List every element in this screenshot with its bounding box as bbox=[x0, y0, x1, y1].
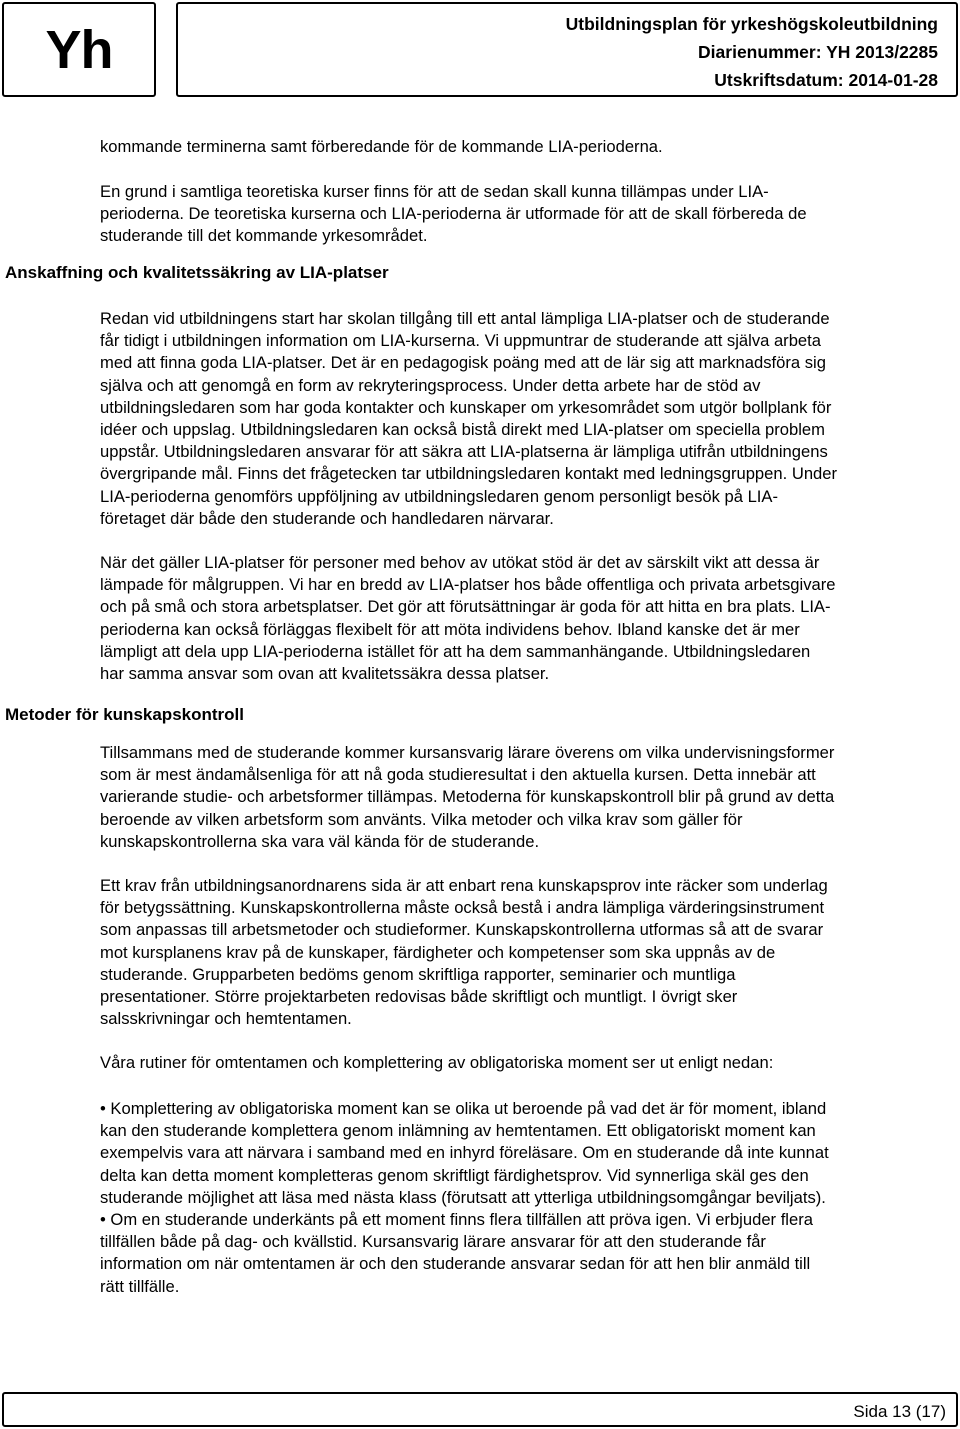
paragraph-lia-support bbox=[100, 552, 950, 685]
text-line: studerande till det kommande yrkesområdet. bbox=[100, 226, 428, 246]
text-line: företaget där både den studerande och handledaren närvarar. bbox=[100, 508, 554, 528]
yh-logo: Yh bbox=[45, 19, 113, 80]
text-line: kunskapskontrollerna ska vara väl kända för de studerande. bbox=[100, 831, 540, 851]
text-line: salsskrivningar och hemtentamen. bbox=[100, 1009, 352, 1029]
document-title: Utbildningsplan för yrkeshögskoleutbildning bbox=[565, 14, 938, 34]
page-footer bbox=[2, 1392, 958, 1427]
text-line: mot kursplanens krav på de kunskaper, färdigheter och kompetenser som ska uppnås av de bbox=[100, 942, 776, 962]
print-date: Utskriftsdatum: 2014-01-28 bbox=[714, 70, 938, 90]
text-line: Ett krav från utbildningsanordnarens sida är att enbart rena kunskapsprov inte räcker som underlag bbox=[100, 876, 828, 895]
text-line: kan den studerande komplettera genom inlämning av hemtentamen. Ett obligatoriskt moment kan bbox=[100, 1121, 816, 1141]
text-line: studerande möjlighet att läsa med nästa klass (förutsatt att ytterliga utbildningsomgångar beviljats). bbox=[100, 1187, 826, 1207]
text-line: med att finna goda LIA-platser. Det är en pedagogisk poäng med att de lär sig att marknadsföra sig bbox=[100, 353, 826, 373]
text-line: för betygssättning. Kunskapskontrollerna måste också bestå i andra lämpliga värderingsinstrument bbox=[100, 898, 825, 918]
text-line: Redan vid utbildningens start har skolan tillgång till ett antal lämpliga LIA-platser och de studerande bbox=[100, 309, 830, 328]
text-line: tillfällen både på dag- och kvällstid. Kursansvarig lärare ansvarar för att den studerande får bbox=[100, 1232, 766, 1252]
text-line: själva och att genomgå en form av rekryteringsprocess. Under detta arbete har de stöd av bbox=[100, 375, 761, 395]
text-line: idéer och uppslag. Utbildningsledaren kan också bistå direkt med LIA-platser om speciella problem bbox=[100, 420, 825, 440]
paragraph-retake-bullets bbox=[100, 1098, 950, 1298]
text-line: LIA-perioderna genomförs uppföljning av utbildningsledaren genom personligt besök på LIA- bbox=[100, 486, 779, 506]
paragraph-teaching-forms bbox=[100, 742, 950, 853]
text-line: Tillsammans med de studerande kommer kursansvarig lärare överens om vilka undervisningsformer bbox=[100, 743, 835, 762]
paragraph-theory-courses bbox=[100, 181, 950, 248]
text-line: utbildningsledaren som har goda kontakter och kunskaper om yrkesområdet som utgör bollplank för bbox=[100, 397, 832, 417]
page-number: Sida 13 (17) bbox=[853, 1402, 946, 1421]
text-line: En grund i samtliga teoretiska kurser finns för att de sedan skall kunna tillämpas under LIA- bbox=[100, 182, 769, 201]
text-line: varierande studie- och arbetsformer tillämpas. Metoderna för kunskapskontroll blir på grund av detta bbox=[100, 787, 835, 807]
heading-metoder-kunskapskontroll: Metoder för kunskapskontroll bbox=[5, 705, 244, 724]
paragraph-retake-routines bbox=[100, 1052, 950, 1074]
text-line: får tidigt i utbildningen information om LIA-kurserna. Vi uppmuntrar de studerande att själva arbeta bbox=[100, 331, 822, 351]
yh-logo-box bbox=[2, 2, 156, 97]
paragraph-lia-start bbox=[100, 308, 950, 530]
text-line: • Komplettering av obligatoriska moment kan se olika ut beroende på vad det är för moment, ibland bbox=[100, 1099, 827, 1118]
text-line: övergripande mål. Finns det frågetecken tar utbildningsledaren kontakt med ledningsgruppen. Under bbox=[100, 464, 838, 484]
text-line: lämpligt att dela upp LIA-perioderna istället för att ha dem sammanhängande. Utbildningsledaren bbox=[100, 641, 811, 661]
text-line: Våra rutiner för omtentamen och komplettering av obligatoriska moment ser ut enligt nedan: bbox=[100, 1053, 774, 1072]
text-line: och på små och stora arbetsplatser. Det gör att förutsättningar är goda för att hitta en bra plats. LIA- bbox=[100, 597, 831, 617]
text-line: som anpassas till arbetsmetoder och studieformer. Kunskapskontrollerna utformas så att de svarar bbox=[100, 920, 824, 940]
text-line: uppstår. Utbildningsledaren ansvarar för att säkra att LIA-platserna är lämpliga utifrån utbildningens bbox=[100, 442, 828, 462]
text-line: • Om en studerande underkänts på ett moment finns flera tillfällen att pröva igen. Vi erbjuder flera bbox=[100, 1210, 813, 1230]
text-line: kommande terminerna samt förberedande för de kommande LIA-perioderna. bbox=[100, 137, 663, 156]
text-line: har samma ansvar som ovan att kvalitetssäkra dessa platser. bbox=[100, 664, 550, 684]
text-line: När det gäller LIA-platser för personer med behov av utökat stöd är det av särskilt vikt att dessa är bbox=[100, 553, 820, 572]
text-line: delta kan detta moment kompletteras genom skriftligt färdighetsprov. Vid synnerliga skäl ges den bbox=[100, 1165, 809, 1185]
paragraph-intro-continued bbox=[100, 136, 950, 158]
document-header bbox=[176, 2, 958, 97]
text-line: lämpade för målgruppen. Vi har en bredd av LIA-platser hos både offentliga och privata arbetsgivare bbox=[100, 575, 836, 595]
paragraph-assessment-requirements bbox=[100, 875, 950, 1030]
heading-lia-platser: Anskaffning och kvalitetssäkring av LIA-platser bbox=[5, 263, 389, 282]
text-line: studerande. Grupparbeten bedöms genom skriftliga rapporter, seminarier och muntliga bbox=[100, 964, 736, 984]
diary-number: Diarienummer: YH 2013/2285 bbox=[698, 42, 938, 62]
text-line: presentationer. Större projektarbeten redovisas både skriftligt och muntligt. I övrigt sker bbox=[100, 987, 738, 1007]
text-line: exempelvis vara att närvara i samband med en inhyrd föreläsare. Om en studerande då inte kunnat bbox=[100, 1143, 829, 1163]
text-line: perioderna kan också förläggas flexibelt för att möta individens behov. Ibland kanske det är mer bbox=[100, 619, 800, 639]
text-line: perioderna. De teoretiska kurserna och LIA-perioderna är utformade för att de skall förbereda de bbox=[100, 204, 807, 224]
text-line: som är mest ändamålsenliga för att nå goda studieresultat i den aktuella kursen. Detta innebär att bbox=[100, 765, 816, 785]
text-line: beroende av vilken arbetsform som använts. Vilka metoder och vilka krav som gäller för bbox=[100, 809, 743, 829]
text-line: rätt tillfälle. bbox=[100, 1276, 180, 1296]
text-line: information om när omtentamen är och den studerande ansvarar sedan för att hen blir anmäld till bbox=[100, 1254, 811, 1274]
